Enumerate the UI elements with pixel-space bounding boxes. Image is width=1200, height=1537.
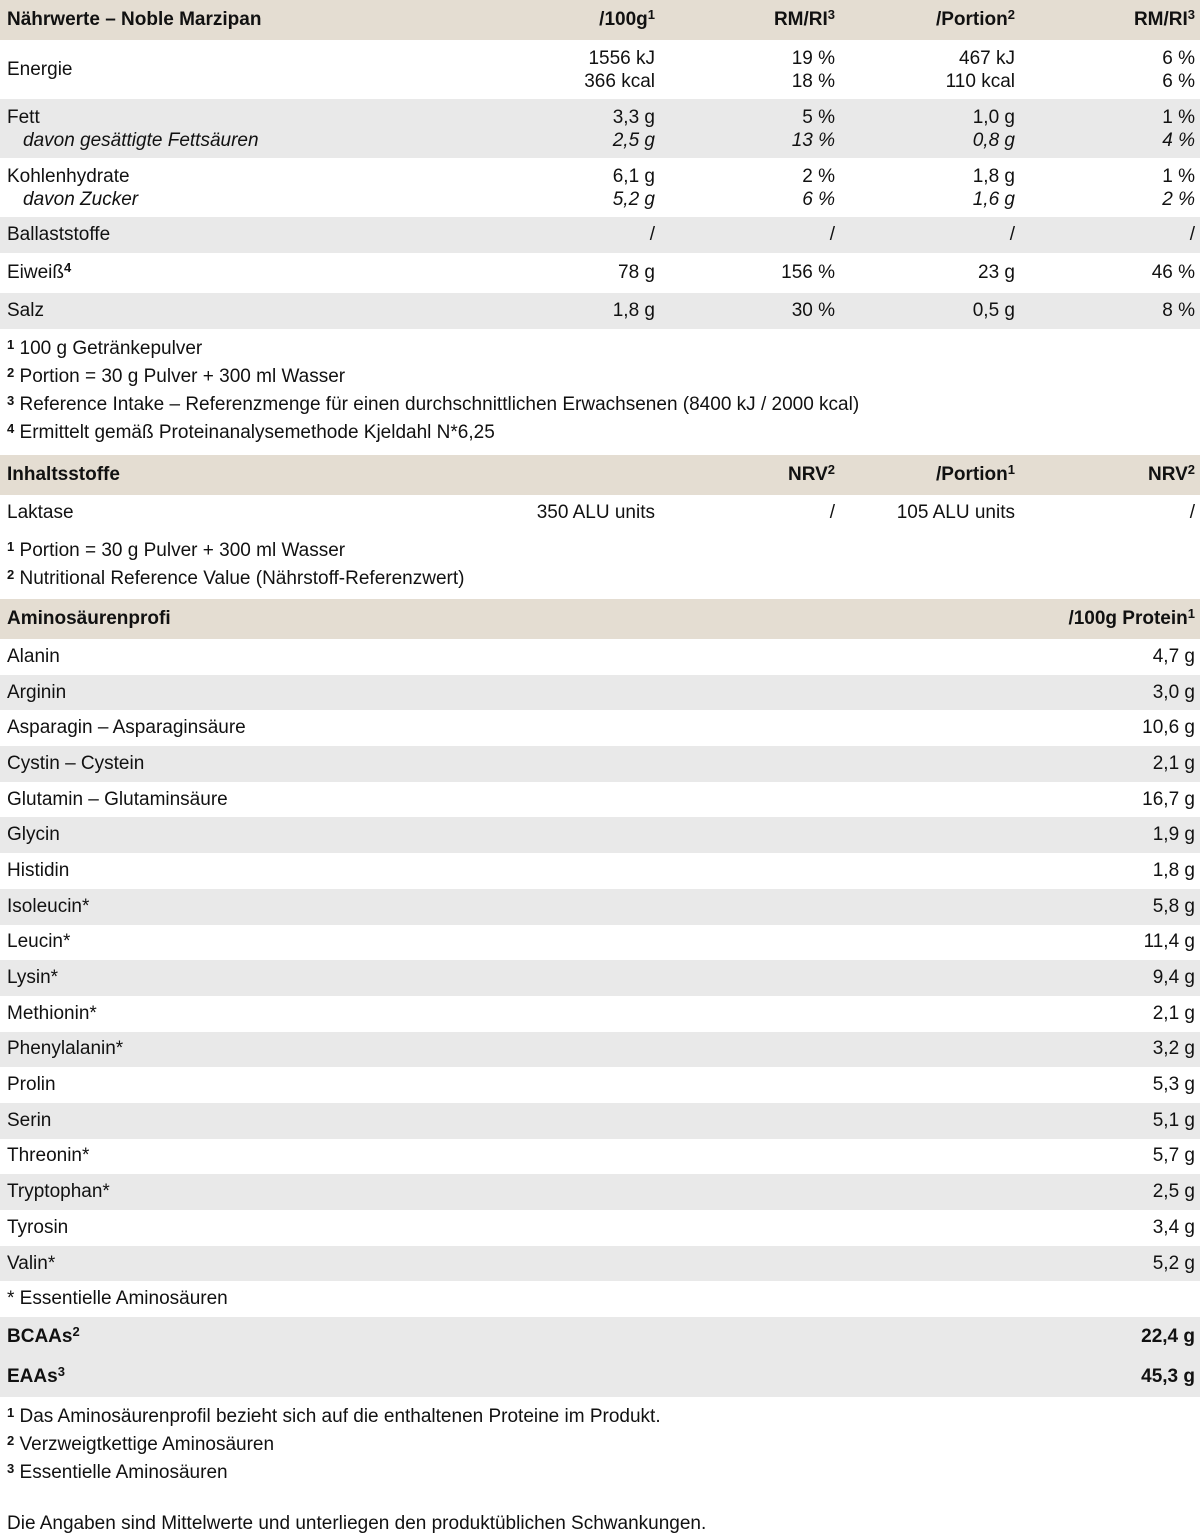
value-100g: 3,3 g (612, 106, 655, 128)
amino-name: Tryptophan* (7, 1181, 110, 1203)
col-nrv: NRV$^2$ (787, 462, 835, 485)
amino-value: 1,8 g (1152, 859, 1195, 881)
amino-row (0, 853, 1200, 889)
ingredients-table (0, 455, 1200, 531)
nutrient-label: Salz (7, 300, 44, 321)
footnote: $^2$ Portion = 30 g Pulver + 300 ml Wasser (7, 365, 346, 387)
value-portion: 110 kcal (945, 70, 1015, 92)
value-rmri-portion: 46 % (1151, 262, 1195, 283)
value-kcal: 366 kcal (584, 70, 655, 92)
value-nrv: / (829, 502, 835, 523)
amino-value: 3,0 g (1152, 681, 1195, 703)
total-label: EAAs$^3$ (7, 1364, 65, 1388)
amino-row (0, 996, 1200, 1032)
amino-name: Cystin – Cystein (7, 752, 145, 774)
amino-name: Arginin (7, 681, 67, 703)
amino-name: Tyrosin (7, 1216, 69, 1238)
amino-footnotes (0, 1397, 1200, 1491)
footnote: $^3$ Essentielle Aminosäuren (7, 1461, 228, 1484)
nutrient-sublabel: davon gesättigte Fettsäuren (23, 129, 259, 151)
total-row-eaas (0, 1357, 1200, 1397)
amino-name: Histidin (7, 859, 70, 881)
value-rmri-sub: 13 % (791, 129, 835, 151)
nutrient-label: Energie (7, 59, 73, 80)
value-rmri: / (829, 224, 835, 245)
value-100g: 350 ALU units (536, 502, 655, 523)
nutrient-label: Fett (7, 106, 40, 128)
value-portion: 1,0 g (972, 106, 1015, 128)
footnote: $^2$ Nutritional Reference Value (Nährstoff-Referenzwert) (7, 567, 465, 589)
amino-row (0, 782, 1200, 818)
amino-value: 3,2 g (1152, 1038, 1195, 1060)
amino-name: Glycin (7, 824, 60, 846)
amino-title: Aminosäurenprofi (7, 608, 171, 629)
amino-row (0, 1246, 1200, 1282)
value-rmri-portion: 8 % (1162, 300, 1195, 321)
amino-header (0, 599, 1200, 639)
value-portion-sub: 1,6 g (972, 188, 1015, 210)
col-per-portion: /Portion$^2$ (935, 7, 1015, 30)
nutrition-row-kohlenhydrate (0, 158, 1200, 217)
col-per-portion: /Portion$^1$ (935, 462, 1015, 485)
amino-value: 5,1 g (1152, 1109, 1195, 1131)
nutrition-footnotes (0, 329, 1200, 455)
amino-name: Phenylalanin* (7, 1038, 124, 1060)
amino-value: 11,4 g (1143, 931, 1195, 953)
value-rmri-portion: 6 % (1162, 70, 1195, 92)
amino-name: Valin* (7, 1252, 56, 1274)
nutrient-label: Kohlenhydrate (7, 165, 130, 187)
amino-value: 5,7 g (1152, 1145, 1195, 1167)
amino-value: 9,4 g (1152, 967, 1195, 989)
total-label: BCAAs$^2$ (7, 1324, 80, 1348)
value-portion: 1,8 g (972, 165, 1015, 187)
amino-name: Isoleucin* (7, 895, 90, 917)
value-100g-sub: 5,2 g (612, 188, 655, 210)
value-rmri-portion: 1 % (1162, 106, 1195, 128)
ingredients-header (0, 455, 1200, 495)
amino-value: 4,7 g (1152, 645, 1195, 667)
amino-value: 2,1 g (1152, 1002, 1195, 1024)
ingredients-title: Inhaltsstoffe (7, 464, 120, 485)
amino-row (0, 1067, 1200, 1103)
nutrition-row-ballaststoffe (0, 217, 1200, 253)
value-portion: 0,5 g (972, 300, 1015, 321)
amino-value: 3,4 g (1152, 1216, 1195, 1238)
footnote: $^1$ Portion = 30 g Pulver + 300 ml Wasser (7, 539, 346, 561)
col-rmri-100g: $RM/RI^3$ (773, 7, 835, 30)
amino-rows (0, 639, 1200, 1281)
footnote: $^1$ 100 g Getränkepulver (7, 337, 203, 359)
amino-value: 10,6 g (1142, 717, 1195, 739)
amino-name: Asparagin – Asparaginsäure (7, 717, 246, 739)
nutrition-title: Nährwerte – Noble Marzipan (7, 9, 262, 30)
amino-row (0, 1103, 1200, 1139)
amino-name: Threonin* (7, 1145, 90, 1167)
nutrition-table (0, 0, 1200, 329)
amino-row (0, 710, 1200, 746)
footnote: $^1$ Das Aminosäurenprofil bezieht sich auf die enthaltenen Proteine im Produkt. (7, 1405, 661, 1428)
value-rmri: 5 % (802, 106, 835, 128)
amino-row (0, 1139, 1200, 1175)
amino-value: 5,2 g (1152, 1252, 1195, 1274)
amino-row (0, 817, 1200, 853)
nutrient-sublabel: davon Zucker (23, 188, 139, 210)
amino-row (0, 925, 1200, 961)
amino-row (0, 1032, 1200, 1068)
amino-row (0, 960, 1200, 996)
footnote: $^4$ Ermittelt gemäß Proteinanalysemethode Kjeldahl N*6,25 (7, 421, 495, 443)
nutrition-row-fett (0, 99, 1200, 158)
value-rmri-sub: 6 % (802, 188, 835, 210)
value-100g: 78 g (618, 262, 655, 283)
value-portion: 105 ALU units (896, 502, 1015, 523)
amino-value: 2,5 g (1152, 1181, 1195, 1203)
value-100g: 6,1 g (612, 165, 655, 187)
amino-row (0, 889, 1200, 925)
nutrition-row-eiweiss (0, 253, 1200, 293)
amino-name: Alanin (7, 645, 60, 667)
value-100g-sub: 2,5 g (612, 129, 655, 151)
amino-name: Prolin (7, 1074, 56, 1096)
value-nrv-portion: / (1189, 502, 1195, 523)
amino-value: 5,8 g (1152, 895, 1195, 917)
value-rmri: 2 % (802, 165, 835, 187)
amino-row (0, 1210, 1200, 1246)
footnote: $^3$ Reference Intake – Referenzmenge für einen durchschnittlichen Erwachsenen (8400 kJ / 2000 kcal) (7, 393, 860, 415)
value-rmri: 19 % (791, 47, 835, 69)
footnote: $^2$ Verzweigtkettige Aminosäuren (7, 1433, 275, 1456)
amino-name: Leucin* (7, 931, 71, 953)
amino-row (0, 746, 1200, 782)
value-100g: 1,8 g (612, 300, 655, 321)
nutrition-header (0, 0, 1200, 40)
nutrient-label: Eiweiß$^4$ (7, 260, 72, 283)
amino-value: 2,1 g (1152, 752, 1195, 774)
amino-row (0, 675, 1200, 711)
total-row-bcaas (0, 1317, 1200, 1357)
amino-row (0, 639, 1200, 675)
value-portion: 23 g (978, 262, 1015, 283)
ingredient-row-laktase (0, 495, 1200, 531)
value-rmri-portion: 6 % (1162, 47, 1195, 69)
value-rmri-portion-sub: 4 % (1162, 129, 1195, 151)
amino-value: 1,9 g (1152, 824, 1195, 846)
amino-row (0, 1174, 1200, 1210)
total-value: 45,3 g (1141, 1366, 1195, 1388)
amino-name: Methionin* (7, 1002, 97, 1024)
col-nrv-portion: NRV$^2$ (1147, 462, 1195, 485)
col-per-100g: $/100g^1$ (599, 7, 655, 30)
essential-note: * Essentielle Aminosäuren (7, 1288, 228, 1310)
amino-value: 5,3 g (1152, 1074, 1195, 1096)
col-rmri-portion: $RM/RI^3$ (1133, 7, 1195, 30)
amino-name: Glutamin – Glutaminsäure (7, 788, 228, 810)
amino-table (0, 599, 1200, 1397)
nutrition-row-salz (0, 293, 1200, 329)
value-rmri: 30 % (791, 300, 835, 321)
total-value: 22,4 g (1141, 1326, 1195, 1348)
ingredients-footnotes (0, 531, 1200, 599)
ingredient-label: Laktase (7, 502, 74, 523)
value-kj: 1556 kJ (588, 47, 655, 69)
value-rmri: 18 % (791, 70, 835, 92)
value-portion: 467 kJ (959, 47, 1015, 69)
value-100g: / (649, 224, 655, 245)
value-rmri-portion: / (1189, 224, 1195, 245)
essential-note-row (0, 1281, 1200, 1317)
value-portion-sub: 0,8 g (972, 129, 1015, 151)
amino-name: Serin (7, 1109, 52, 1131)
value-rmri-portion: 1 % (1162, 165, 1195, 187)
amino-name: Lysin* (7, 967, 59, 989)
value-rmri-portion-sub: 2 % (1162, 188, 1195, 210)
nutrient-label: Ballaststoffe (7, 224, 111, 245)
value-portion: / (1009, 224, 1015, 245)
value-rmri: 156 % (781, 262, 835, 283)
disclaimer: Die Angaben sind Mittelwerte und unterliegen den produktüblichen Schwankungen. (7, 1513, 707, 1535)
col-per-100g-protein: /100g Protein$^1$ (1068, 606, 1195, 629)
nutrition-row-energie (0, 40, 1200, 99)
amino-value: 16,7 g (1142, 788, 1195, 810)
